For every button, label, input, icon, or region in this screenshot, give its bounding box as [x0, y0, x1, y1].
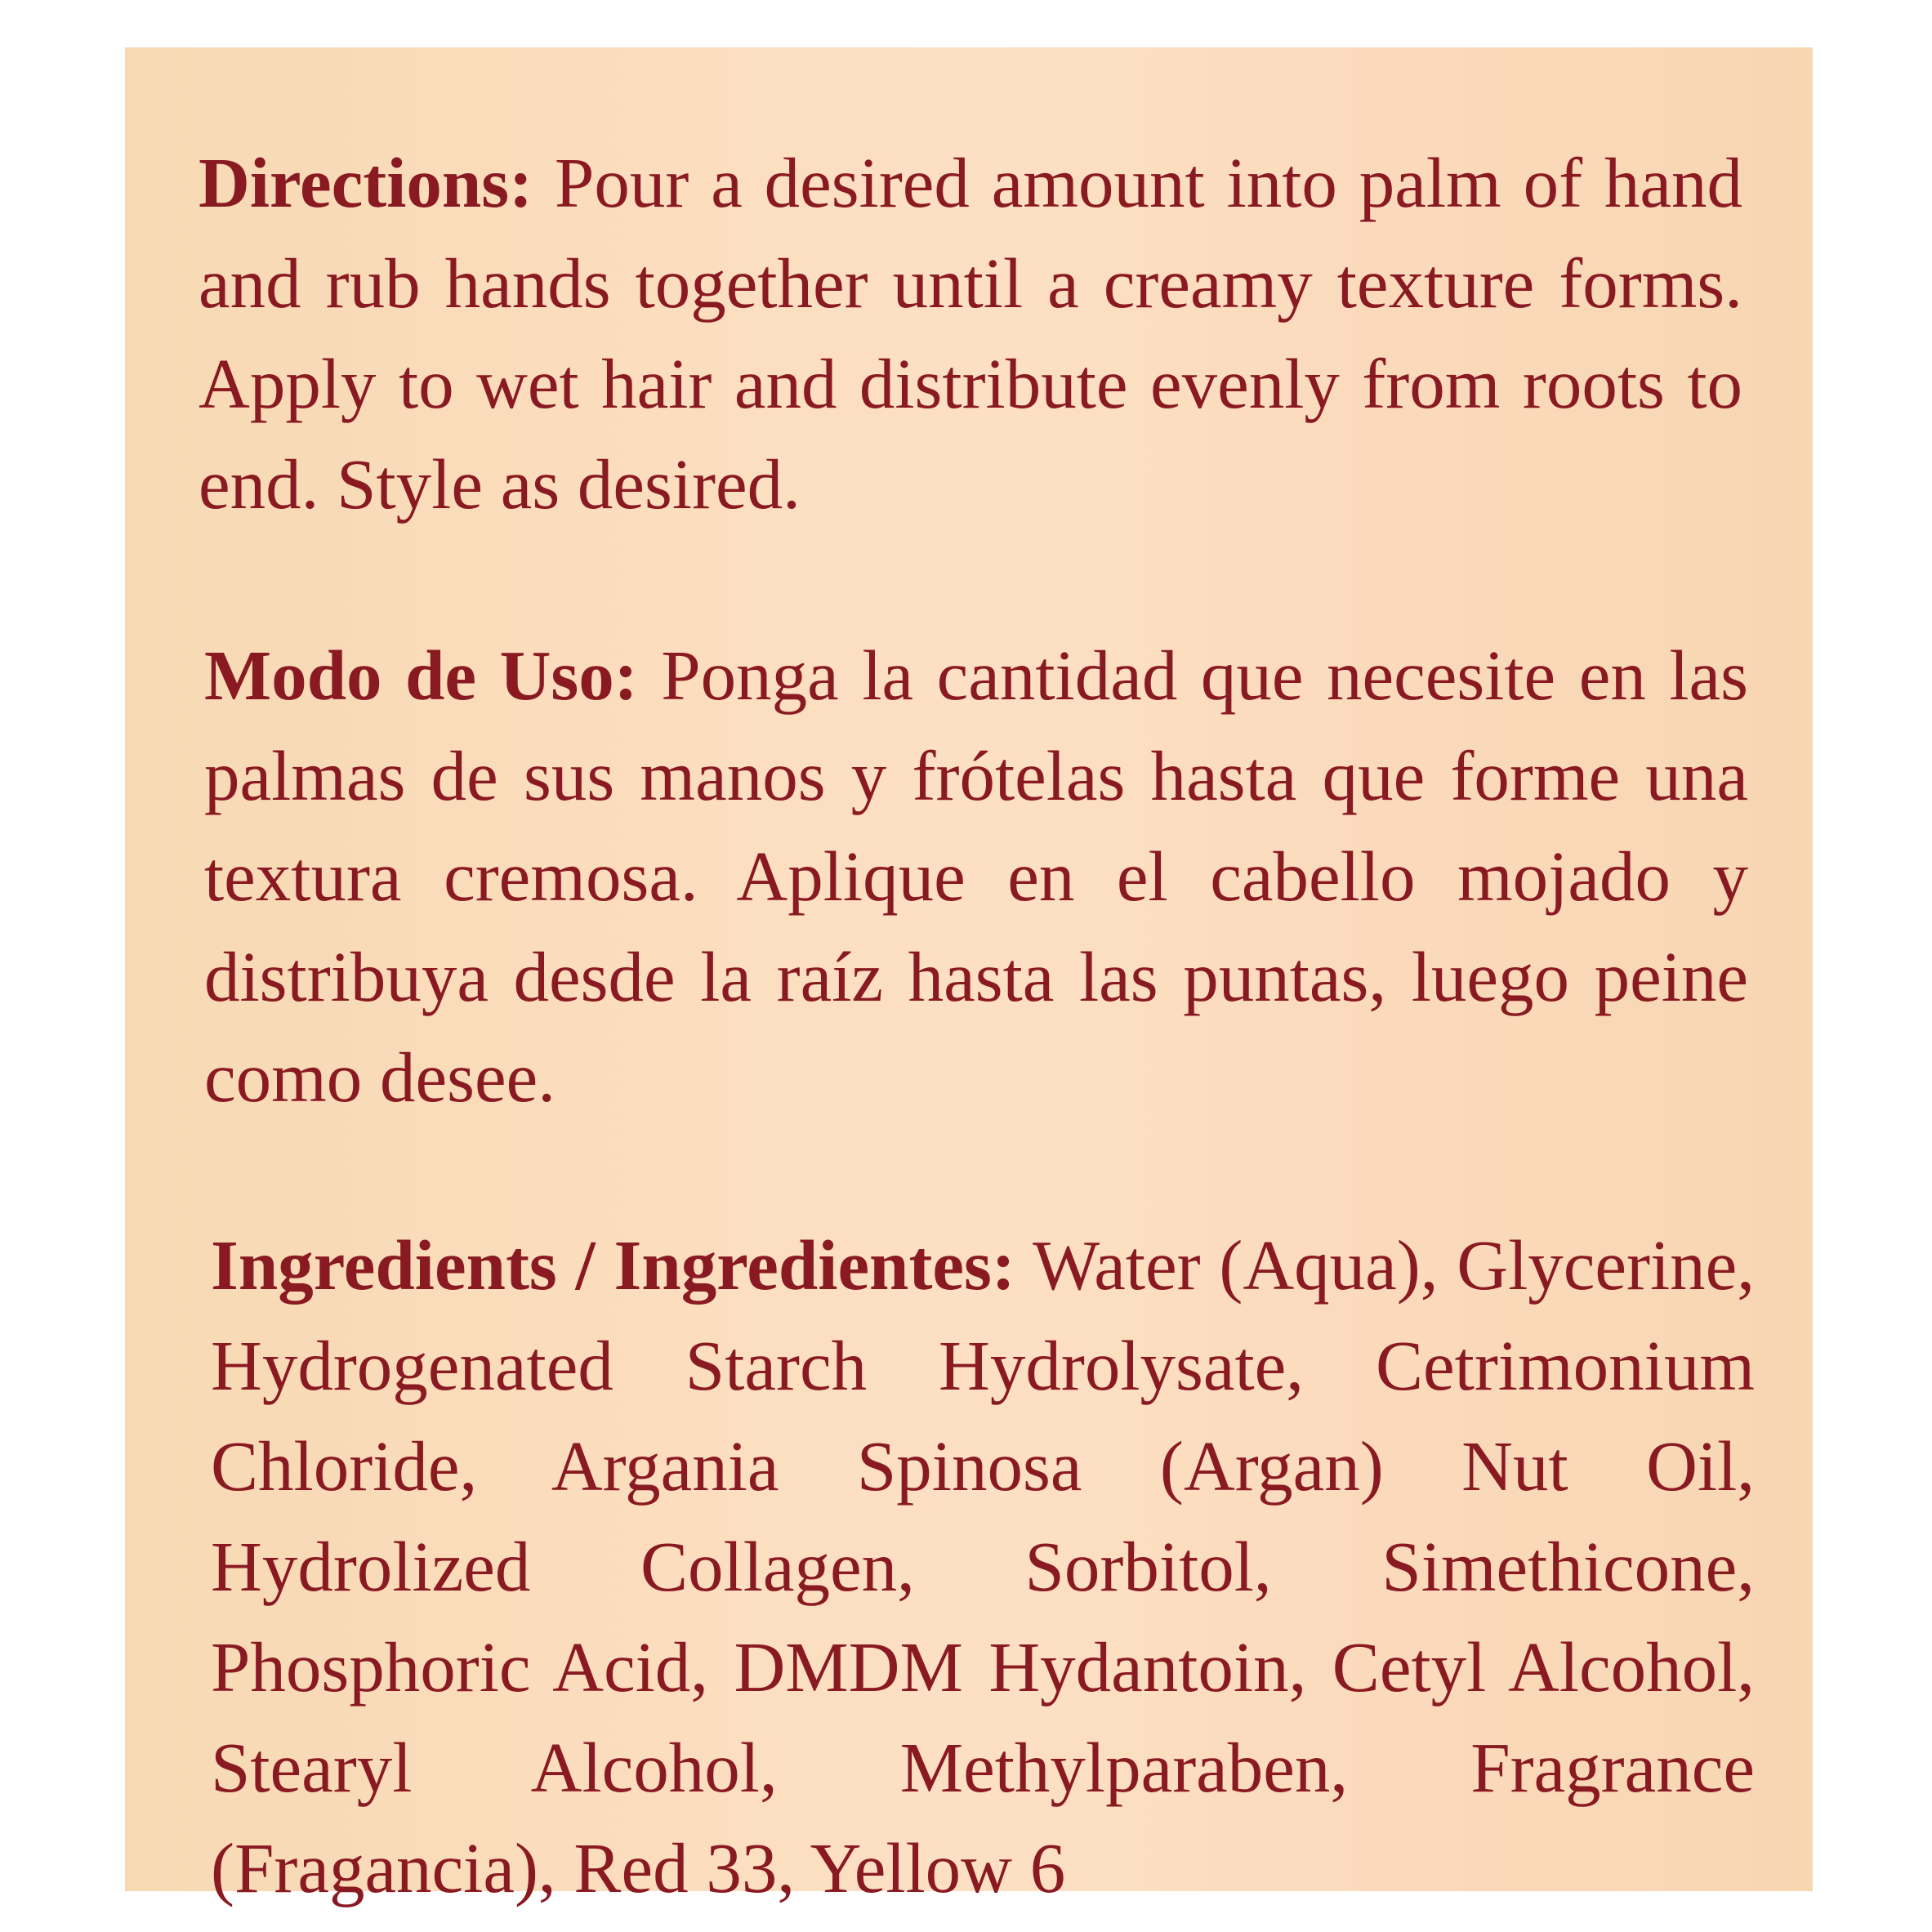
modo-de-uso-paragraph [204, 625, 1748, 1127]
ingredients-body: Water (Aqua), Glycerine, Hydrogenated Starch Hydrolysate, Cetrimonium Chloride, Argania Spinosa (Argan) Nut Oil, Hydrolized Collagen, Sorbitol, Simethicone, Phosphoric Acid, DMDM Hydantoin, Cetyl Alcohol, Stearyl Alcohol, Methylparaben, Fragrance (Fragancia), Red 33, Yellow 6 [211, 1225, 1755, 1907]
modo-de-uso-body: Ponga la cantidad que necesite en las palmas de sus manos y frótelas hasta que forme una textura cremosa. Aplique en el cabello mojado y distribuya desde la raíz hasta las puntas, luego peine como desee. [204, 636, 1748, 1117]
directions-body: Pour a desired amount into palm of hand and rub hands together until a creamy texture forms. Apply to wet hair and distribute evenly from roots to end. Style as desired. [199, 143, 1743, 524]
modo-de-uso-heading: Modo de Uso: [204, 636, 638, 715]
directions-heading: Directions: [199, 143, 533, 222]
directions-paragraph [199, 132, 1742, 534]
ingredients-paragraph [211, 1215, 1755, 1918]
ingredients-heading: Ingredients / Ingredientes: [211, 1225, 1015, 1305]
